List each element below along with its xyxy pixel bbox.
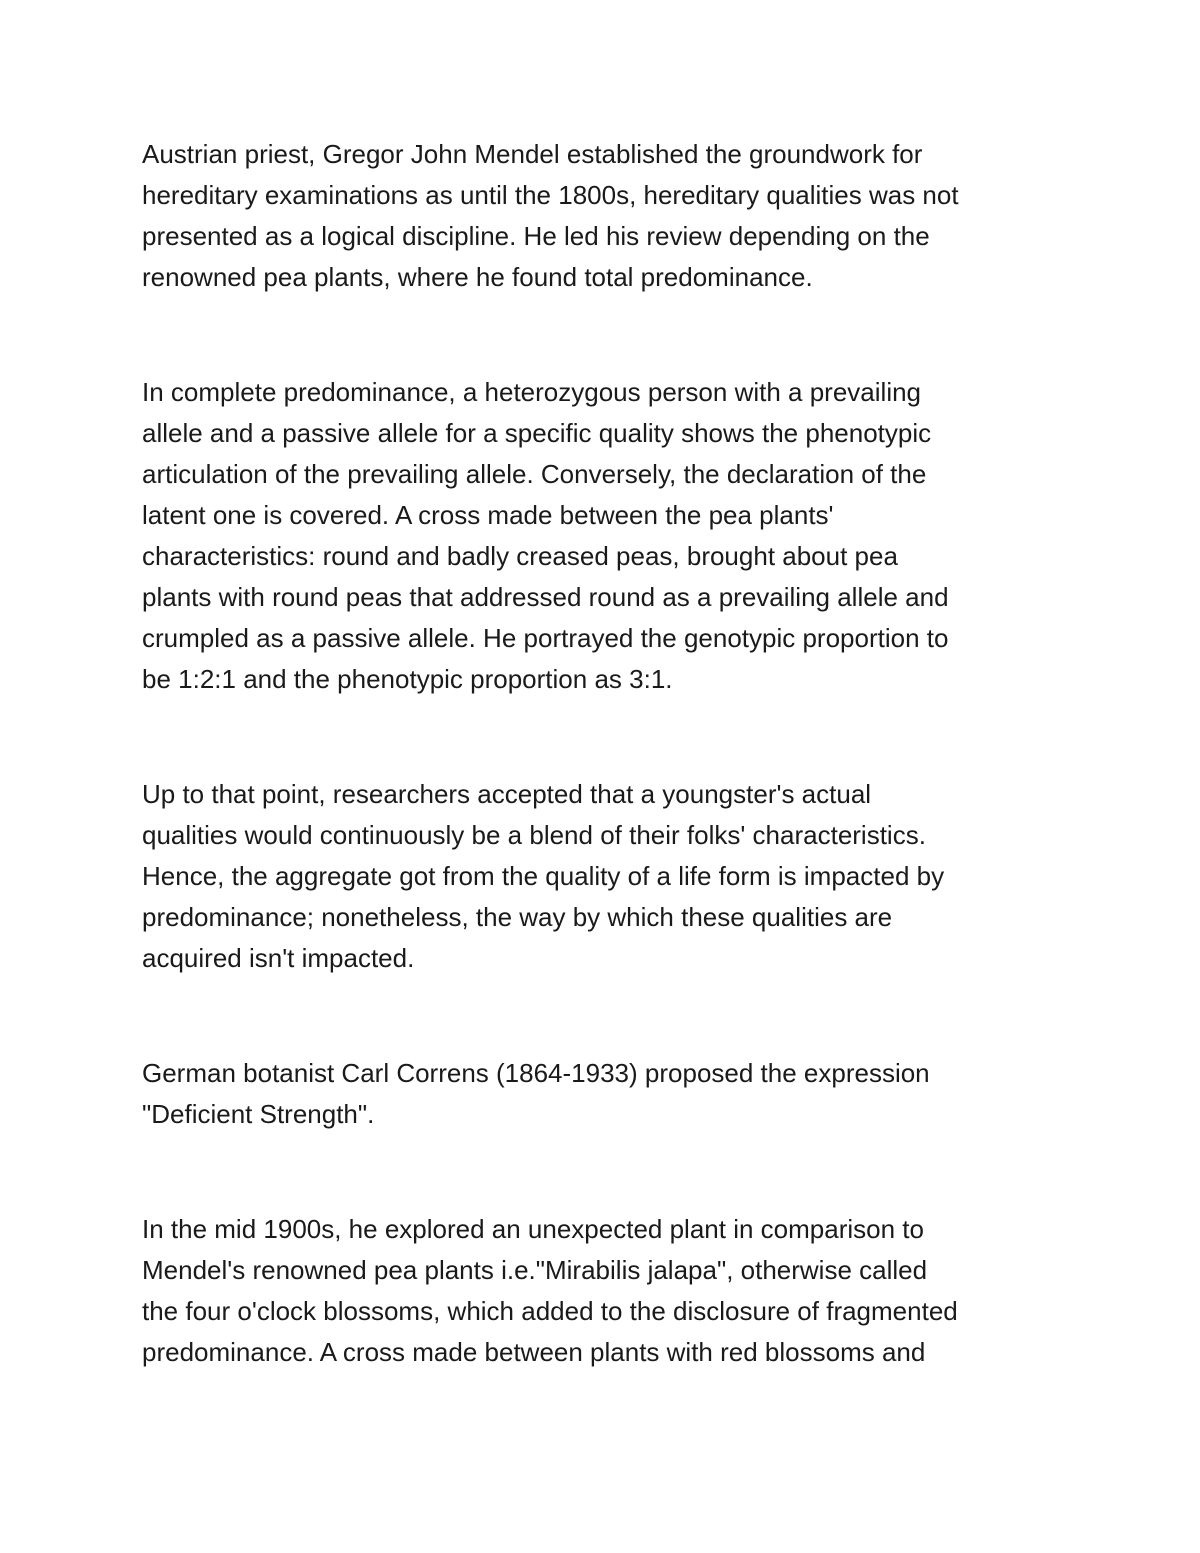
text-line: renowned pea plants, where he found total predominance. bbox=[142, 262, 813, 292]
text-line: characteristics: round and badly creased peas, brought about pea bbox=[142, 541, 898, 571]
paragraph-blending-theory bbox=[142, 774, 1072, 979]
paragraph-correns bbox=[142, 1053, 1072, 1135]
document-body bbox=[142, 134, 1072, 1373]
text-line: presented as a logical discipline. He led his review depending on the bbox=[142, 221, 930, 251]
paragraph-mendel-intro bbox=[142, 134, 1072, 298]
text-line: qualities would continuously be a blend of their folks' characteristics. bbox=[142, 820, 926, 850]
text-line: plants with round peas that addressed round as a prevailing allele and bbox=[142, 582, 949, 612]
text-line: latent one is covered. A cross made between the pea plants' bbox=[142, 500, 834, 530]
text-line: be 1:2:1 and the phenotypic proportion as 3:1. bbox=[142, 664, 673, 694]
text-line: predominance. A cross made between plants with red blossoms and bbox=[142, 1337, 926, 1367]
text-line: In complete predominance, a heterozygous person with a prevailing bbox=[142, 377, 922, 407]
text-line: Hence, the aggregate got from the quality of a life form is impacted by bbox=[142, 861, 945, 891]
paragraph-mirabilis bbox=[142, 1209, 1072, 1373]
text-line: acquired isn't impacted. bbox=[142, 943, 415, 973]
text-line: "Deficient Strength". bbox=[142, 1099, 375, 1129]
text-line: predominance; nonetheless, the way by which these qualities are bbox=[142, 902, 893, 932]
text-line: German botanist Carl Correns (1864-1933) proposed the expression bbox=[142, 1058, 930, 1088]
text-line: crumpled as a passive allele. He portrayed the genotypic proportion to bbox=[142, 623, 949, 653]
text-line: Austrian priest, Gregor John Mendel established the groundwork for bbox=[142, 139, 923, 169]
text-line: articulation of the prevailing allele. Conversely, the declaration of the bbox=[142, 459, 927, 489]
text-line: Up to that point, researchers accepted that a youngster's actual bbox=[142, 779, 872, 809]
text-line: Mendel's renowned pea plants i.e."Mirabilis jalapa", otherwise called bbox=[142, 1255, 928, 1285]
text-line: In the mid 1900s, he explored an unexpected plant in comparison to bbox=[142, 1214, 924, 1244]
paragraph-complete-predominance bbox=[142, 372, 1072, 700]
text-line: the four o'clock blossoms, which added to the disclosure of fragmented bbox=[142, 1296, 958, 1326]
text-line: allele and a passive allele for a specific quality shows the phenotypic bbox=[142, 418, 932, 448]
text-line: hereditary examinations as until the 1800s, hereditary qualities was not bbox=[142, 180, 959, 210]
